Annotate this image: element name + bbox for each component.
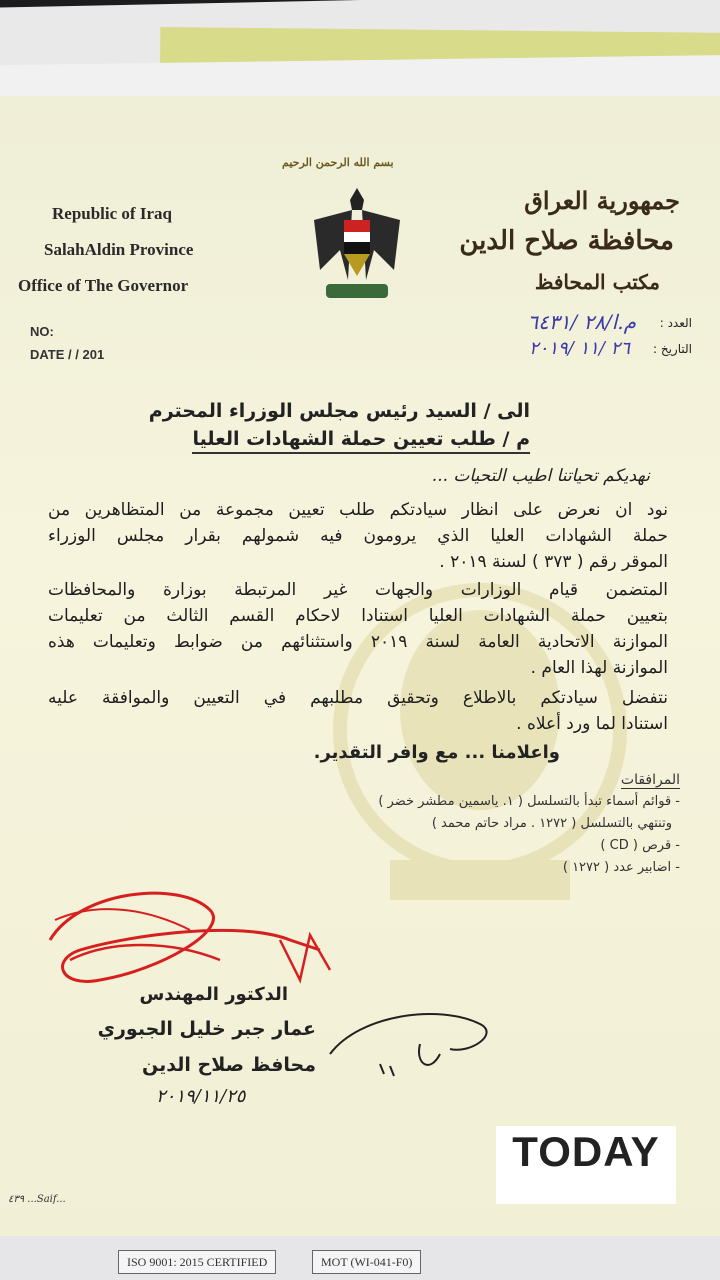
signature-date: ٢٠١٩/١١/٢٥ <box>156 1086 246 1107</box>
body-line: نتفضل سيادتكم بالاطلاع وتحقيق مطلبهم في التعيين والموافقة عليه <box>48 688 668 708</box>
signature-position: محافظ صلاح الدين <box>142 1054 316 1076</box>
logo-text: TODAY <box>512 1128 660 1175</box>
number-label-ar: العدد : <box>659 316 692 330</box>
number-label: NO: <box>30 324 54 339</box>
footer-code: ٤٣٩ ...Saif... <box>8 1194 66 1205</box>
mot-label: MOT (WI-041-F0) <box>312 1250 421 1274</box>
iraq-eagle-emblem-icon <box>312 180 402 310</box>
signature-name: عمار جبر خليل الجبوري <box>97 1018 316 1040</box>
attachment-item: - قرص ( CD ) <box>600 838 680 853</box>
date-label: DATE / / 201 <box>30 347 105 362</box>
signature-title: الدكتور المهندس <box>139 984 288 1005</box>
red-signature-icon <box>40 880 340 1000</box>
logo-news-en: NEWS <box>498 1182 553 1197</box>
attachments-title: المرافقات <box>620 772 680 788</box>
body-line: نود ان نعرض على انظار سيادتكم طلب تعيين مجموعة من المتظاهرين من <box>48 500 668 520</box>
attachment-item: - قوائم أسماء تبدأ بالتسلسل ( ١. ياسمين مطشر خضر ) <box>378 794 680 809</box>
header-ar-line2: محافظة صلاح الدين <box>459 226 674 256</box>
header-en-line3: Office of The Governor <box>18 276 189 295</box>
header-en-line2: SalahAldin Province <box>44 240 194 259</box>
body-line: المتضمن قيام الوزارات والجهات غير المرتبطة بوزارة والمحافظات <box>48 580 668 600</box>
body-line: حملة الشهادات العليا الذي يرومون فيه شمولهم بقرار مجلس الوزراء <box>48 526 668 546</box>
body-line: الموازنة لهذا العام . <box>530 658 668 678</box>
attachment-item: وتنتهي بالتسلسل ( ١٢٧٢ . مراد حاتم محمد ) <box>431 816 672 831</box>
closing: واعلامنا ... مع وافر التقدير. <box>313 742 560 763</box>
basmala: بسم الله الرحمن الرحيم <box>282 156 394 169</box>
header-en-line1: Republic of Iraq <box>52 204 172 223</box>
date-value: ٢٦ /١١ /٢٠١٩ <box>529 338 630 359</box>
subject: م / طلب تعيين حملة الشهادات العليا <box>192 428 530 454</box>
iso-label: ISO 9001: 2015 CERTIFIED <box>118 1250 276 1274</box>
body-line: بتعيين حملة الشهادات العليا استنادا لاحكام القسم الثالث من تعليمات <box>48 606 668 626</box>
black-signature-icon <box>320 1004 520 1084</box>
logo-news-ar: تودي نيوز <box>580 1180 642 1195</box>
header-ar-line3: مكتب المحافظ <box>534 270 660 294</box>
body-line: الموازنة الاتحادية العامة لسنة ٢٠١٩ واستثنائهم من ضوابط وتعليمات هذه <box>48 632 668 652</box>
number-value: م.ا/٢٨ /٦٤٣١ <box>527 310 636 334</box>
header-ar-line1: جمهورية العراق <box>524 186 680 215</box>
date-label-ar: التاريخ : <box>652 342 692 356</box>
addressee: الى / السيد رئيس مجلس الوزراء المحترم <box>148 400 530 422</box>
attachment-item: - اضابير عدد ( ١٢٧٢ ) <box>562 860 680 875</box>
body-line: الموقر رقم ( ٣٧٣ ) لسنة ٢٠١٩ . <box>439 552 668 572</box>
body-line: استنادا لما ورد أعلاه . <box>516 714 668 734</box>
handwritten-greeting: نهديكم تحياتنا اطيب التحيات ... <box>431 466 650 486</box>
